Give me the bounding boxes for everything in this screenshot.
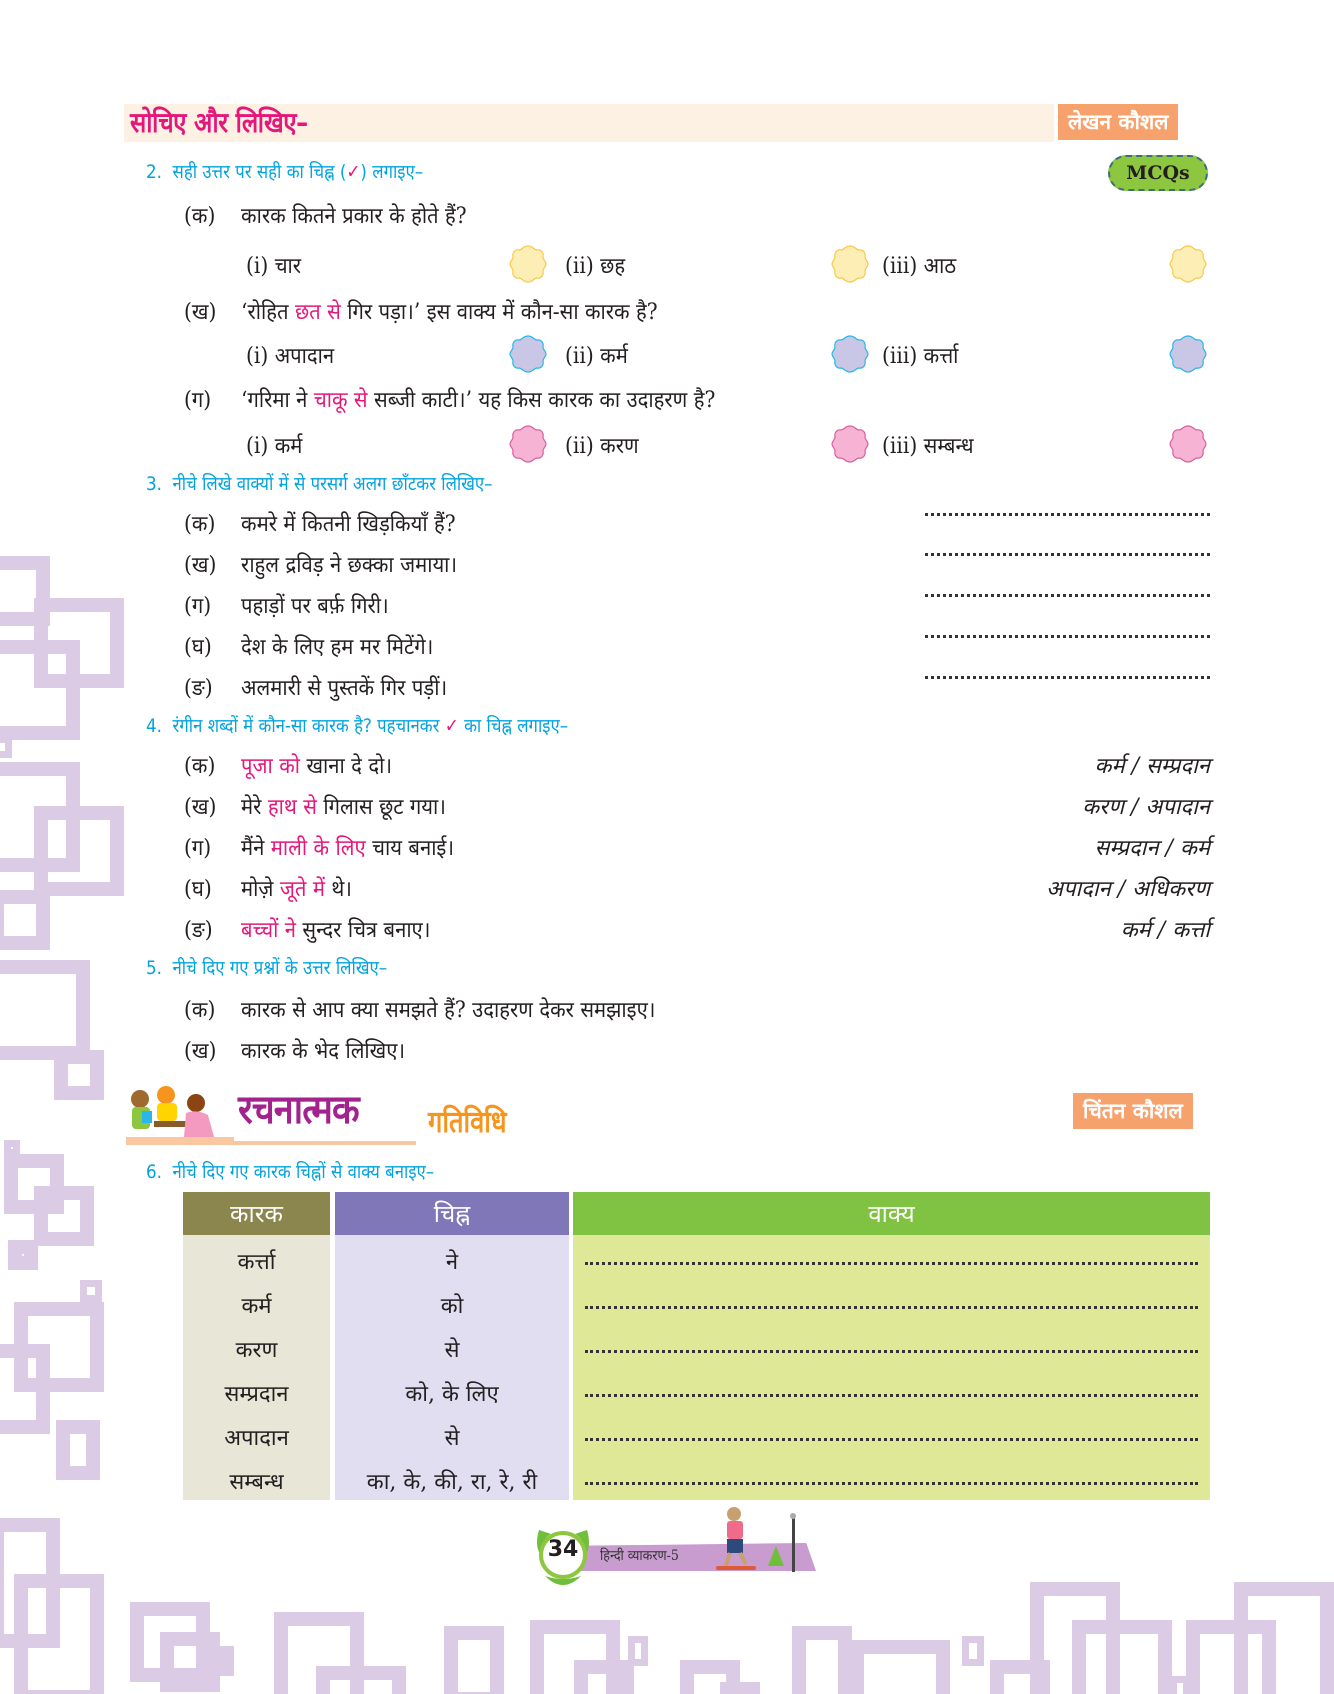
children-reading-illustration-icon [126,1085,234,1145]
sentence-blank[interactable] [573,1459,1210,1503]
q4-choices[interactable]: करण / अपादान [1082,795,1210,820]
answer-box-flower-icon[interactable] [508,334,548,374]
answer-box-flower-icon[interactable] [1168,334,1208,374]
sentence-blank[interactable] [573,1327,1210,1371]
checkmark-icon: ✓ [346,161,361,183]
q3-item: (ङ) अलमारी से पुस्तकें गिर पड़ीं। [184,676,448,701]
table-cell: को, के लिए [405,1382,499,1407]
answer-blank-line[interactable] [925,552,1210,556]
section-title: सोचिए और लिखिए– [130,106,308,139]
q4-choices[interactable]: सम्प्रदान / कर्म [1094,836,1210,861]
answer-box-flower-icon[interactable] [1168,244,1208,284]
column-chihn [335,1192,569,1500]
question-2-heading: 2. सही उत्तर पर सही का चिह्न (✓) लगाइए– [146,161,424,183]
table-cell: अपादान [224,1426,289,1451]
q2-item-ka: (क) कारक कितने प्रकार के होते हैं? [184,204,467,229]
question-6-heading: 6. नीचे दिए गए कारक चिह्नों से वाक्य बनाइए– [146,1161,435,1183]
table-cell: कर्त्ता [237,1250,276,1275]
q4-item: (घ) मोज़े जूते में थे। [184,877,352,902]
question-5-heading: 5. नीचे दिए गए प्रश्नों के उत्तर लिखिए– [146,957,388,979]
thinking-skill-tag: चिंतन कौशल [1073,1093,1193,1129]
skateboard-boy-illustration-icon [712,1506,802,1576]
answer-box-flower-icon[interactable] [830,244,870,284]
column-karak [183,1192,330,1500]
table-cell: से [444,1338,460,1363]
q3-item: (ग) पहाड़ों पर बर्फ़ गिरी। [184,594,389,619]
table-cell: को [440,1294,464,1319]
question-3-heading: 3. नीचे लिखे वाक्यों में से परसर्ग अलग छाँटकर लिखिए– [146,473,493,495]
sentence-blank[interactable] [573,1283,1210,1327]
answer-box-flower-icon[interactable] [508,424,548,464]
q4-item: (क) पूजा को खाना दे दो। [184,754,393,779]
q4-item: (ख) मेरे हाथ से गिलास छूट गया। [184,795,446,820]
table-cell: का, के, की, रा, रे, री [366,1470,538,1495]
checkmark-icon: ✓ [444,715,459,737]
activity-underline [126,1141,416,1145]
answer-blank-line[interactable] [925,634,1210,638]
q2-ka-option-3[interactable]: (iii) आठ [882,254,957,279]
book-name: हिन्दी व्याकरण-5 [600,1548,679,1564]
answer-blank-line[interactable] [925,512,1210,516]
q2-ga-option-1[interactable]: (i) कर्म [246,434,303,459]
q2-ka-option-1[interactable]: (i) चार [246,254,302,279]
mcq-badge: MCQs [1108,155,1208,191]
sentence-blank[interactable] [573,1239,1210,1283]
answer-blank-line[interactable] [925,675,1210,679]
q3-item: (घ) देश के लिए हम मर मिटेंगे। [184,635,434,660]
answer-blank-line[interactable] [925,593,1210,597]
q2-ga-option-2[interactable]: (ii) करण [565,434,639,459]
table-cell: कर्म [241,1294,272,1319]
question-number: 2. [146,161,162,183]
q2-kha-option-1[interactable]: (i) अपादान [246,344,335,369]
writing-skill-tag: लेखन कौशल [1058,104,1178,140]
column-vakya [573,1192,1210,1500]
q3-item: (क) कमरे में कितनी खिड़कियाँ हैं? [184,512,456,537]
table-cell: सम्बन्ध [229,1470,284,1495]
column-header: वाक्य [573,1192,1210,1235]
activity-title: रचनात्मक [238,1087,359,1133]
column-header: चिह्न [335,1192,569,1235]
answer-box-flower-icon[interactable] [830,424,870,464]
question-4-heading: 4. रंगीन शब्दों में कौन-सा कारक है? पहचानकर ✓ का चिह्न लगाइए– [146,715,569,737]
q2-item-ga: (ग) ‘गरिमा ने चाकू से सब्जी काटी।’ यह किस कारक का उदाहरण है? [184,388,716,413]
sentence-blank[interactable] [573,1371,1210,1415]
q2-kha-option-3[interactable]: (iii) कर्त्ता [882,344,959,369]
q4-item: (ग) मैंने माली के लिए चाय बनाई। [184,836,455,861]
q2-ka-option-2[interactable]: (ii) छह [565,254,626,279]
activity-subtitle: गतिविधि [428,1105,507,1140]
q2-item-kha: (ख) ‘रोहित छत से गिर पड़ा।’ इस वाक्य में कौन-सा कारक है? [184,300,658,325]
q4-choices[interactable]: कर्म / सम्प्रदान [1094,754,1210,779]
answer-box-flower-icon[interactable] [830,334,870,374]
table-cell: ने [445,1250,459,1275]
page-number: 34 [547,1537,579,1562]
q2-ga-option-3[interactable]: (iii) सम्बन्ध [882,434,974,459]
q3-item: (ख) राहुल द्रविड़ ने छक्का जमाया। [184,553,458,578]
q5-item: (ख) कारक के भेद लिखिए। [184,1039,406,1064]
answer-box-flower-icon[interactable] [508,244,548,284]
table-cell: से [444,1426,460,1451]
sentence-blank[interactable] [573,1415,1210,1459]
q4-choices[interactable]: कर्म / कर्त्ता [1120,918,1210,943]
q2-kha-option-2[interactable]: (ii) कर्म [565,344,628,369]
table-cell: करण [235,1338,278,1363]
column-header: कारक [183,1192,330,1235]
answer-box-flower-icon[interactable] [1168,424,1208,464]
q5-item: (क) कारक से आप क्या समझते हैं? उदाहरण देकर समझाइए। [184,998,656,1023]
table-cell: सम्प्रदान [224,1382,289,1407]
q4-choices[interactable]: अपादान / अधिकरण [1046,877,1210,902]
q4-item: (ङ) बच्चों ने सुन्दर चित्र बनाए। [184,918,431,943]
